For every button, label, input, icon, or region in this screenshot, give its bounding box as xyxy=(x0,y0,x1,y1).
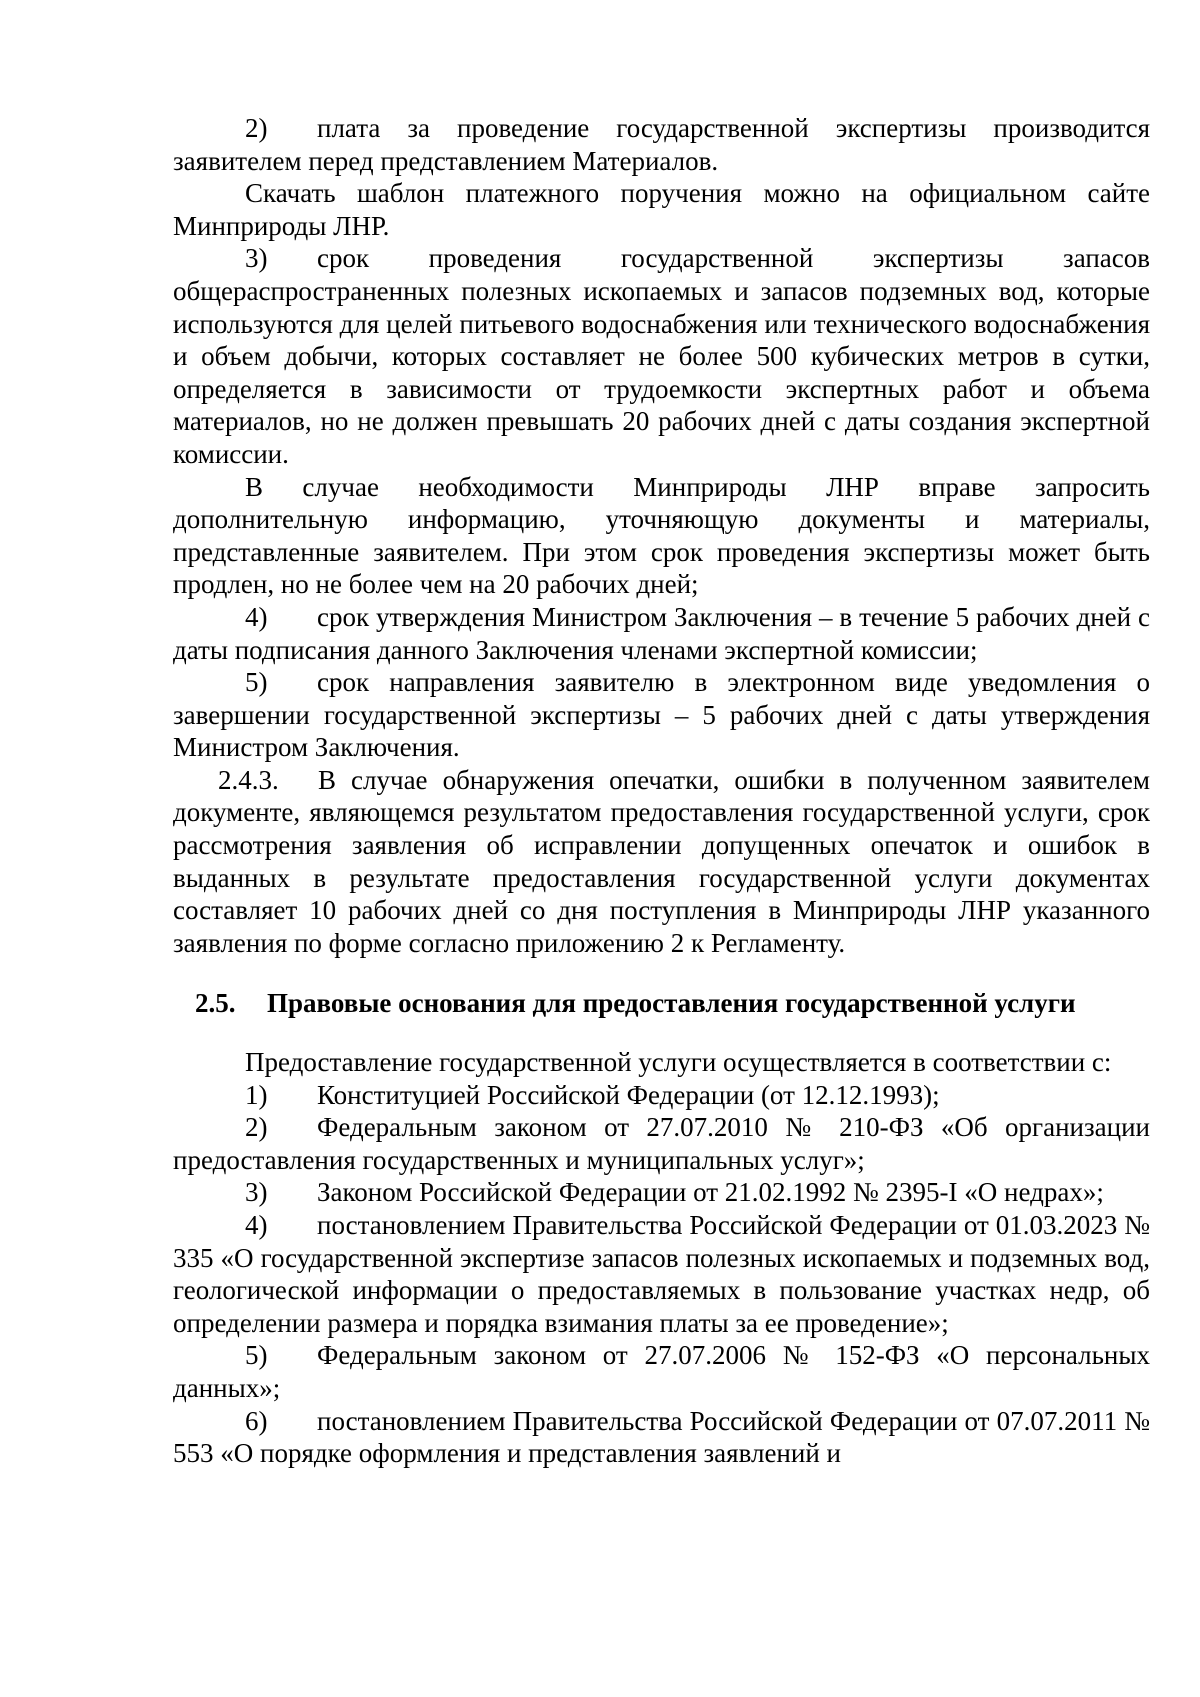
item-number: 3) xyxy=(245,1177,268,1208)
paragraph-text: Конституцией Российской Федерации (от 12.12.1993); xyxy=(317,1079,940,1110)
paragraph-text: срок утверждения Министром Заключения – в течение 5 рабочих дней с даты подписания данного Заключения членами экспертной комиссии; xyxy=(173,601,1150,665)
item-number: 4) xyxy=(245,601,268,632)
item-number: 5) xyxy=(245,1340,268,1371)
document-page xyxy=(173,112,1150,1470)
paragraph-text: В случае необходимости Минприроды ЛНР вправе запросить дополнительную информацию, уточняющую документы и материалы, представленные заявителем. При этом срок проведения экспертизы может быть продлен, но не более чем на 20 рабочих дней; xyxy=(173,471,1150,600)
paragraph-additional-info xyxy=(173,471,1150,601)
paragraph-text: срок направления заявителю в электронном виде уведомления о завершении государственной экспертизы – 5 рабочих дней с даты утверждения Министром Заключения. xyxy=(173,667,1150,763)
paragraph-payment-template xyxy=(173,177,1150,242)
paragraph-item-4 xyxy=(173,601,1150,666)
paragraph-text: В случае обнаружения опечатки, ошибки в полученном заявителем документе, являющемся результатом предоставления государственной услуги, срок рассмотрения заявления об исправлении допущенных опечаток и ошибок в выданных в результате предоставления государственной услуги документах составляет 10 рабочих дней со дня поступления в Минприроды ЛНР указанного заявления по форме согласно приложению 2 к Регламенту. xyxy=(173,764,1150,958)
paragraph-item-2 xyxy=(173,112,1150,177)
item-number: 3) xyxy=(245,243,268,274)
paragraph-law-4 xyxy=(173,1209,1150,1339)
paragraph-intro xyxy=(173,1046,1150,1079)
paragraph-text: плата за проведение государственной экспертизы производится заявителем перед представлением Материалов. xyxy=(173,113,1150,176)
paragraph-text: Федеральным законом от 27.07.2006 № 152-ФЗ «О персональных данных»; xyxy=(173,1340,1150,1403)
paragraph-law-5 xyxy=(173,1339,1150,1404)
item-number: 2) xyxy=(245,1112,268,1143)
paragraph-item-5 xyxy=(173,666,1150,764)
paragraph-law-6 xyxy=(173,1405,1150,1470)
item-number: 1) xyxy=(245,1079,268,1110)
section-title: Правовые основания для предоставления государственной услуги xyxy=(267,988,1076,1019)
paragraph-item-3 xyxy=(173,242,1150,470)
item-number: 6) xyxy=(245,1405,268,1436)
paragraph-2-4-3 xyxy=(173,764,1150,960)
item-number: 2.4.3. xyxy=(218,764,279,795)
paragraph-text: Скачать шаблон платежного поручения можно на официальном сайте Минприроды ЛНР. xyxy=(173,178,1150,241)
item-number: 2) xyxy=(245,113,268,143)
paragraph-law-1 xyxy=(173,1079,1150,1112)
paragraph-text: срок проведения государственной экспертизы запасов общераспространенных полезных ископаемых и запасов подземных вод, которые используются для целей питьевого водоснабжения или технического водоснабжения и объем добычи, которых составляет не более 500 кубических метров в сутки, определяется в зависимости от трудоемкости экспертных работ и объема материалов, но не должен превышать 20 рабочих дней с даты создания экспертной комиссии. xyxy=(173,243,1150,469)
paragraph-law-3 xyxy=(173,1176,1150,1209)
paragraph-text: Федеральным законом от 27.07.2010 № 210-ФЗ «Об организации предоставления государственных и муниципальных услуг»; xyxy=(173,1112,1150,1175)
paragraph-text: Предоставление государственной услуги осуществляется в соответствии с: xyxy=(245,1047,1112,1078)
item-number: 5) xyxy=(245,667,268,698)
paragraph-text: Законом Российской Федерации от 21.02.1992 № 2395-I «О недрах»; xyxy=(317,1177,1104,1208)
paragraph-text: постановлением Правительства Российской Федерации от 01.03.2023 № 335 «О государственной экспертизе запасов полезных ископаемых и подземных вод, геологической информации о предоставляемых в пользование участках недр, об определении размера и порядка взимания платы за ее проведение»; xyxy=(173,1210,1150,1338)
section-number: 2.5. xyxy=(195,988,236,1019)
item-number: 4) xyxy=(245,1210,268,1240)
paragraph-law-2 xyxy=(173,1111,1150,1176)
section-heading xyxy=(173,987,1150,1020)
paragraph-text: постановлением Правительства Российской Федерации от 07.07.2011 № 553 «О порядке оформления и представления заявлений и xyxy=(173,1405,1150,1469)
